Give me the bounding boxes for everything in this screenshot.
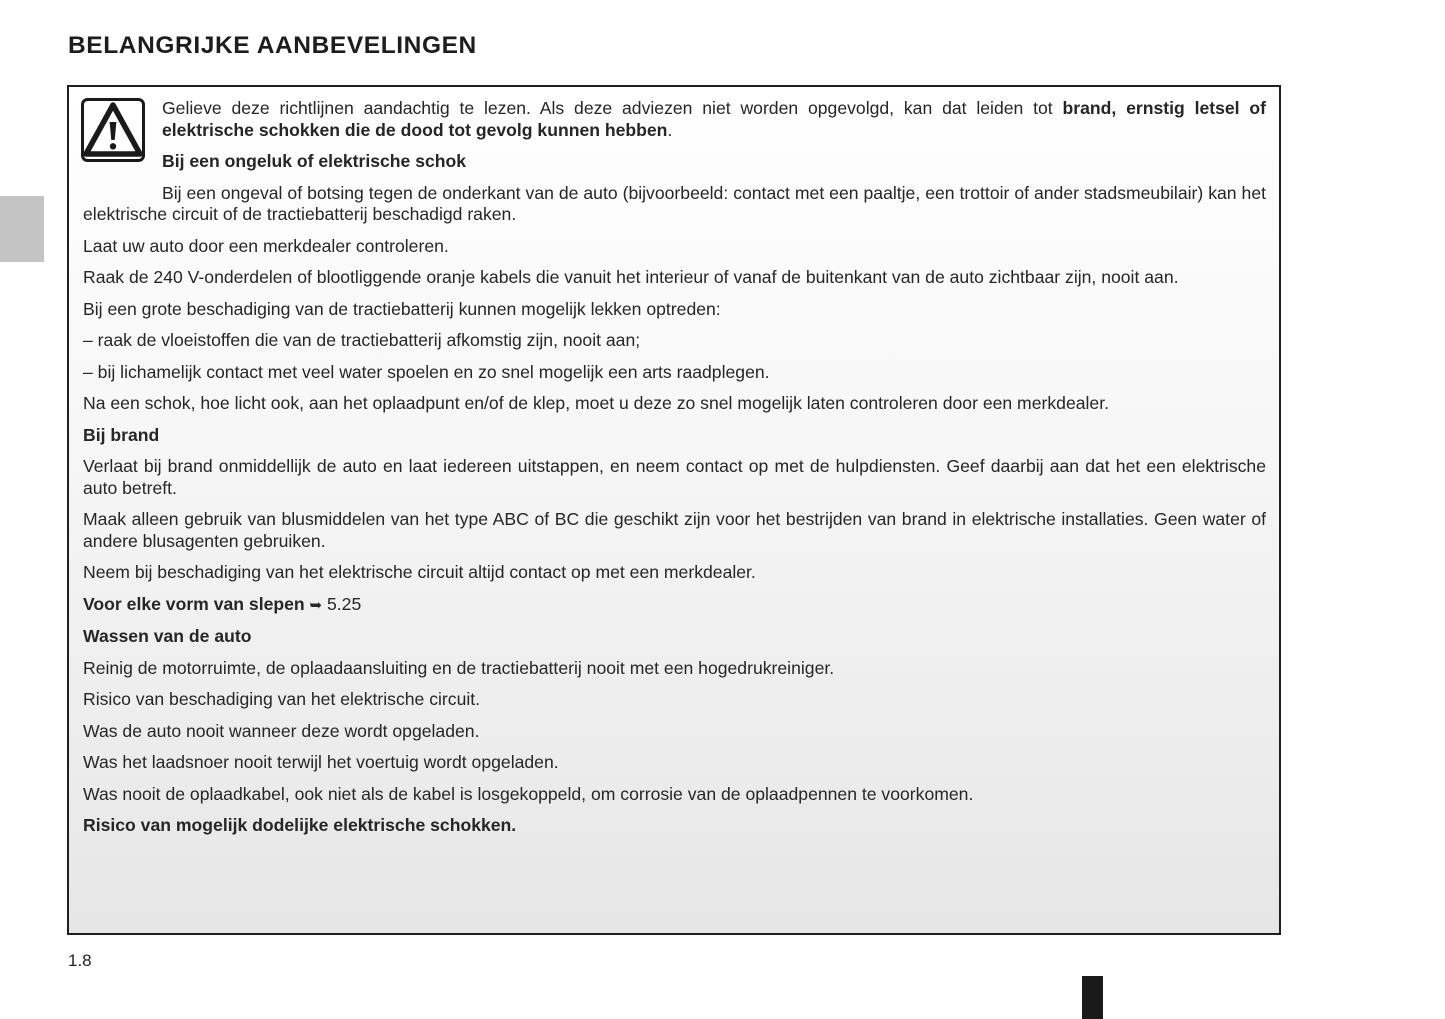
accident-paragraph-1: Bij een ongeval of botsing tegen de onderkant van de auto (bijvoorbeeld: contact met een paaltje, een trottoir of ander stadsmeubilair) kan het elektrische circuit of de tractiebatterij beschadigd raken. (83, 182, 1266, 224)
page-edge-marker (1082, 976, 1103, 1019)
towing-page-link[interactable]: 5.25 (327, 593, 362, 614)
page-title: BELANGRIJKE AANBEVELINGEN (68, 32, 477, 59)
accident-paragraph-3: Raak de 240 V-onderdelen of blootliggende oranje kabels die vanuit het interieur of vanaf de buitenkant van de auto zichtbaar zijn, nooit aan. (83, 267, 1179, 287)
warning-text (83, 98, 1266, 847)
fire-paragraph-3: Neem bij beschadiging van het elektrische circuit altijd contact op met een merkdealer. (83, 562, 756, 582)
fire-heading: Bij brand (83, 424, 160, 445)
final-warning: Risico van mogelijk dodelijke elektrische schokken. (83, 815, 517, 835)
washing-paragraph-3: Was de auto nooit wanneer deze wordt opgeladen. (83, 720, 480, 741)
chapter-side-tab (0, 196, 44, 262)
towing-reference (83, 594, 1266, 617)
washing-paragraph-4: Was het laadsnoer nooit terwijl het voertuig wordt opgeladen. (83, 752, 559, 772)
warning-box (67, 85, 1281, 935)
washing-heading: Wassen van de auto (83, 626, 252, 646)
fire-paragraph-2: Maak alleen gebruik van blusmiddelen van het type ABC of BC die geschikt zijn voor het bestrijden van brand in elektrische installaties. Geen water of andere blusagenten gebruiken. (83, 509, 1266, 551)
accident-paragraph-2: Laat uw auto door een merkdealer controleren. (83, 235, 449, 256)
washing-paragraph-5: Was nooit de oplaadkabel, ook niet als de kabel is losgekoppeld, om corrosie van de oplaadpennen te voorkomen. (83, 783, 974, 804)
intro-paragraph: Gelieve deze richtlijnen aandachtig te lezen. Als deze adviezen niet worden opgevolgd, kan dat leiden tot brand, ernstig letsel of elektrische schokken die de dood tot gevolg kunnen hebben. (162, 98, 1266, 140)
accident-heading: Bij een ongeluk of elektrische schok (162, 151, 467, 171)
accident-paragraph-4: Bij een grote beschadiging van de tractiebatterij kunnen mogelijk lekken optreden: (83, 298, 721, 319)
washing-paragraph-2: Risico van beschadiging van het elektrische circuit. (83, 689, 481, 709)
accident-paragraph-5: Na een schok, hoe licht ook, aan het oplaadpunt en/of de klep, moet u deze zo snel mogelijk laten controleren door een merkdealer. (83, 393, 1109, 413)
page-number: 1.8 (68, 951, 92, 970)
list-item: – bij lichamelijk contact met veel water spoelen en zo snel mogelijk een arts raadplegen. (83, 361, 770, 382)
fire-paragraph-1: Verlaat bij brand onmiddellijk de auto en laat iedereen uitstappen, en neem contact op met de hulpdiensten. Geef daarbij aan dat het een elektrische auto betreft. (83, 456, 1266, 498)
arrow-right-icon: ➥ (309, 596, 323, 614)
towing-heading: Voor elke vorm van slepen (83, 593, 305, 614)
list-item: – raak de vloeistoffen die van de tractiebatterij afkomstig zijn, nooit aan; (83, 330, 641, 350)
washing-paragraph-1: Reinig de motorruimte, de oplaadaansluiting en de tractiebatterij nooit met een hogedrukreiniger. (83, 657, 835, 678)
